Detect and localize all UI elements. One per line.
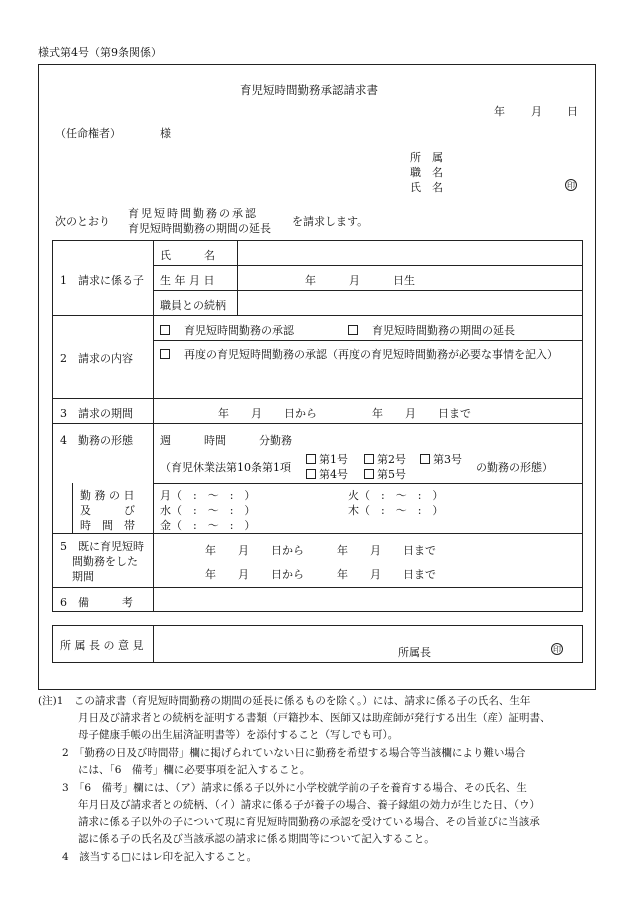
form-title: 育児短時間勤務承認請求書 — [240, 83, 378, 97]
item1-label: 第1号 — [319, 453, 348, 466]
child-relation-label: 職員との続柄 — [160, 299, 226, 312]
checkbox-icon — [348, 325, 358, 335]
date-month: 月 — [531, 105, 542, 118]
schedule-thu: 木（ : 〜 : ） — [348, 504, 444, 517]
sama-label: 様 — [160, 127, 171, 140]
section3-label: 3 請求の期間 — [60, 407, 133, 420]
item4-label: 第4号 — [319, 468, 348, 481]
request-option-approval: 育児短時間勤務の承認 — [128, 207, 258, 220]
item5-label: 第5号 — [377, 468, 406, 481]
director-seal-icon: 印 — [553, 645, 561, 654]
affiliation-label: 所 属 — [410, 151, 443, 164]
prior-period-row1: 年 月 日から 年 月 日まで — [205, 544, 436, 557]
date-year: 年 — [494, 105, 505, 118]
checkbox-item2[interactable] — [364, 451, 406, 467]
applicant-seal-icon: 印 — [567, 181, 575, 190]
note-4: 4 該当する□にはレ印を記入すること。 — [62, 851, 258, 863]
schedule-mon: 月（ : 〜 : ） — [160, 489, 256, 502]
schedule-label-line1: 勤 務 の 日 — [80, 489, 135, 502]
section5-label-line1: 5 既に育児短時 — [60, 540, 144, 553]
checkbox-icon — [160, 325, 170, 335]
weekly-hours: 週 時間 分勤務 — [160, 434, 292, 447]
checkbox-reapproval[interactable] — [160, 346, 558, 362]
request-option-extension: 育児短時間勤務の期間の延長 — [128, 222, 271, 235]
note-3-line3: 請求に係る子以外の子について現に育児短時間勤務の承認を受けている場合、その旨並びに当該承 — [78, 816, 540, 828]
note-3-line4: 認に係る子の氏名及び当該承認の請求に係る期間等について記入すること。 — [78, 833, 435, 845]
checkbox-icon — [364, 469, 374, 479]
request-prefix: 次のとおり — [55, 215, 110, 228]
checkbox-extension[interactable] — [348, 322, 515, 338]
position-label: 職 名 — [410, 166, 443, 179]
prior-period-row2: 年 月 日から 年 月 日まで — [205, 568, 436, 581]
date-day: 日 — [567, 105, 578, 118]
checkbox-icon — [420, 454, 430, 464]
item3-label: 第3号 — [433, 453, 462, 466]
director-sign-label: 所属長 — [398, 646, 431, 659]
checkbox-icon — [306, 454, 316, 464]
section5-label-line2: 間勤務をした — [72, 555, 138, 568]
checkbox-item3[interactable] — [420, 451, 462, 467]
name-label: 氏 名 — [410, 181, 443, 194]
checkbox-extension-label: 育児短時間勤務の期間の延長 — [372, 324, 515, 337]
law-suffix: の勤務の形態） — [476, 461, 553, 474]
section4-label: 4 勤務の形態 — [60, 434, 133, 447]
director-opinion-label: 所 属 長 の 意 見 — [60, 639, 144, 652]
checkbox-item1[interactable] — [306, 451, 348, 467]
note-1-line3: 母子健康手帳の出生届済証明書等）を添付すること（写しでも可）。 — [78, 729, 399, 741]
checkbox-item5[interactable] — [364, 466, 406, 482]
checkbox-approval-label: 育児短時間勤務の承認 — [184, 324, 294, 337]
note-1-line1: (注)1 この請求書（育児短時間勤務の期間の延長に係るものを除く。）には、請求に係る子の氏名、生年 — [38, 695, 531, 707]
checkbox-icon — [160, 349, 170, 359]
schedule-fri: 金（ : 〜 : ） — [160, 519, 256, 532]
schedule-label-line3: 時 間 帯 — [80, 519, 135, 532]
request-suffix: を請求します。 — [292, 215, 369, 228]
checkbox-icon — [306, 469, 316, 479]
note-3-line1: 3 「6 備考」欄には、（ア）請求に係る子以外に小学校就学前の子を養育する場合、その氏名、生 — [62, 782, 527, 794]
section6-label: 6 備 考 — [60, 596, 133, 609]
law-prefix: （育児休業法第10条第1項 — [160, 461, 291, 474]
child-birth-label: 生 年 月 日 — [160, 274, 215, 287]
section5-label-line3: 期間 — [72, 570, 94, 583]
child-name-label: 氏 名 — [160, 249, 215, 262]
authority-label: （任命権者） — [55, 127, 121, 140]
checkbox-approval[interactable] — [160, 322, 294, 338]
form-number: 様式第4号（第9条関係） — [38, 46, 162, 59]
note-2-line2: には、「6 備考」欄に必要事項を記入すること。 — [78, 764, 311, 776]
child-birth-value: 年 月 日生 — [305, 274, 415, 287]
note-3-line2: 年月日及び請求者との続柄、（イ）請求に係る子が養子の場合、養子縁組の効力が生じた日、（ウ） — [78, 799, 540, 811]
section1-label: 1 請求に係る子 — [60, 274, 144, 287]
section2-label: 2 請求の内容 — [60, 352, 133, 365]
checkbox-reapproval-label: 再度の育児短時間勤務の承認（再度の育児短時間勤務が必要な事情を記入） — [184, 348, 558, 361]
checkbox-icon — [364, 454, 374, 464]
item2-label: 第2号 — [377, 453, 406, 466]
checkbox-item4[interactable] — [306, 466, 348, 482]
note-2-line1: 2 「勤務の日及び時間帯」欄に掲げられていない日に勤務を希望する場合等当該欄により難い場合 — [62, 747, 526, 759]
schedule-wed: 水（ : 〜 : ） — [160, 504, 256, 517]
schedule-tue: 火（ : 〜 : ） — [348, 489, 444, 502]
note-1-line2: 月日及び請求者との続柄を証明する書類（戸籍抄本、医師又は助産師が発行する出生（産）証明書、 — [78, 712, 551, 724]
request-period: 年 月 日から 年 月 日まで — [218, 407, 471, 420]
schedule-label-line2: 及 び — [80, 504, 135, 517]
